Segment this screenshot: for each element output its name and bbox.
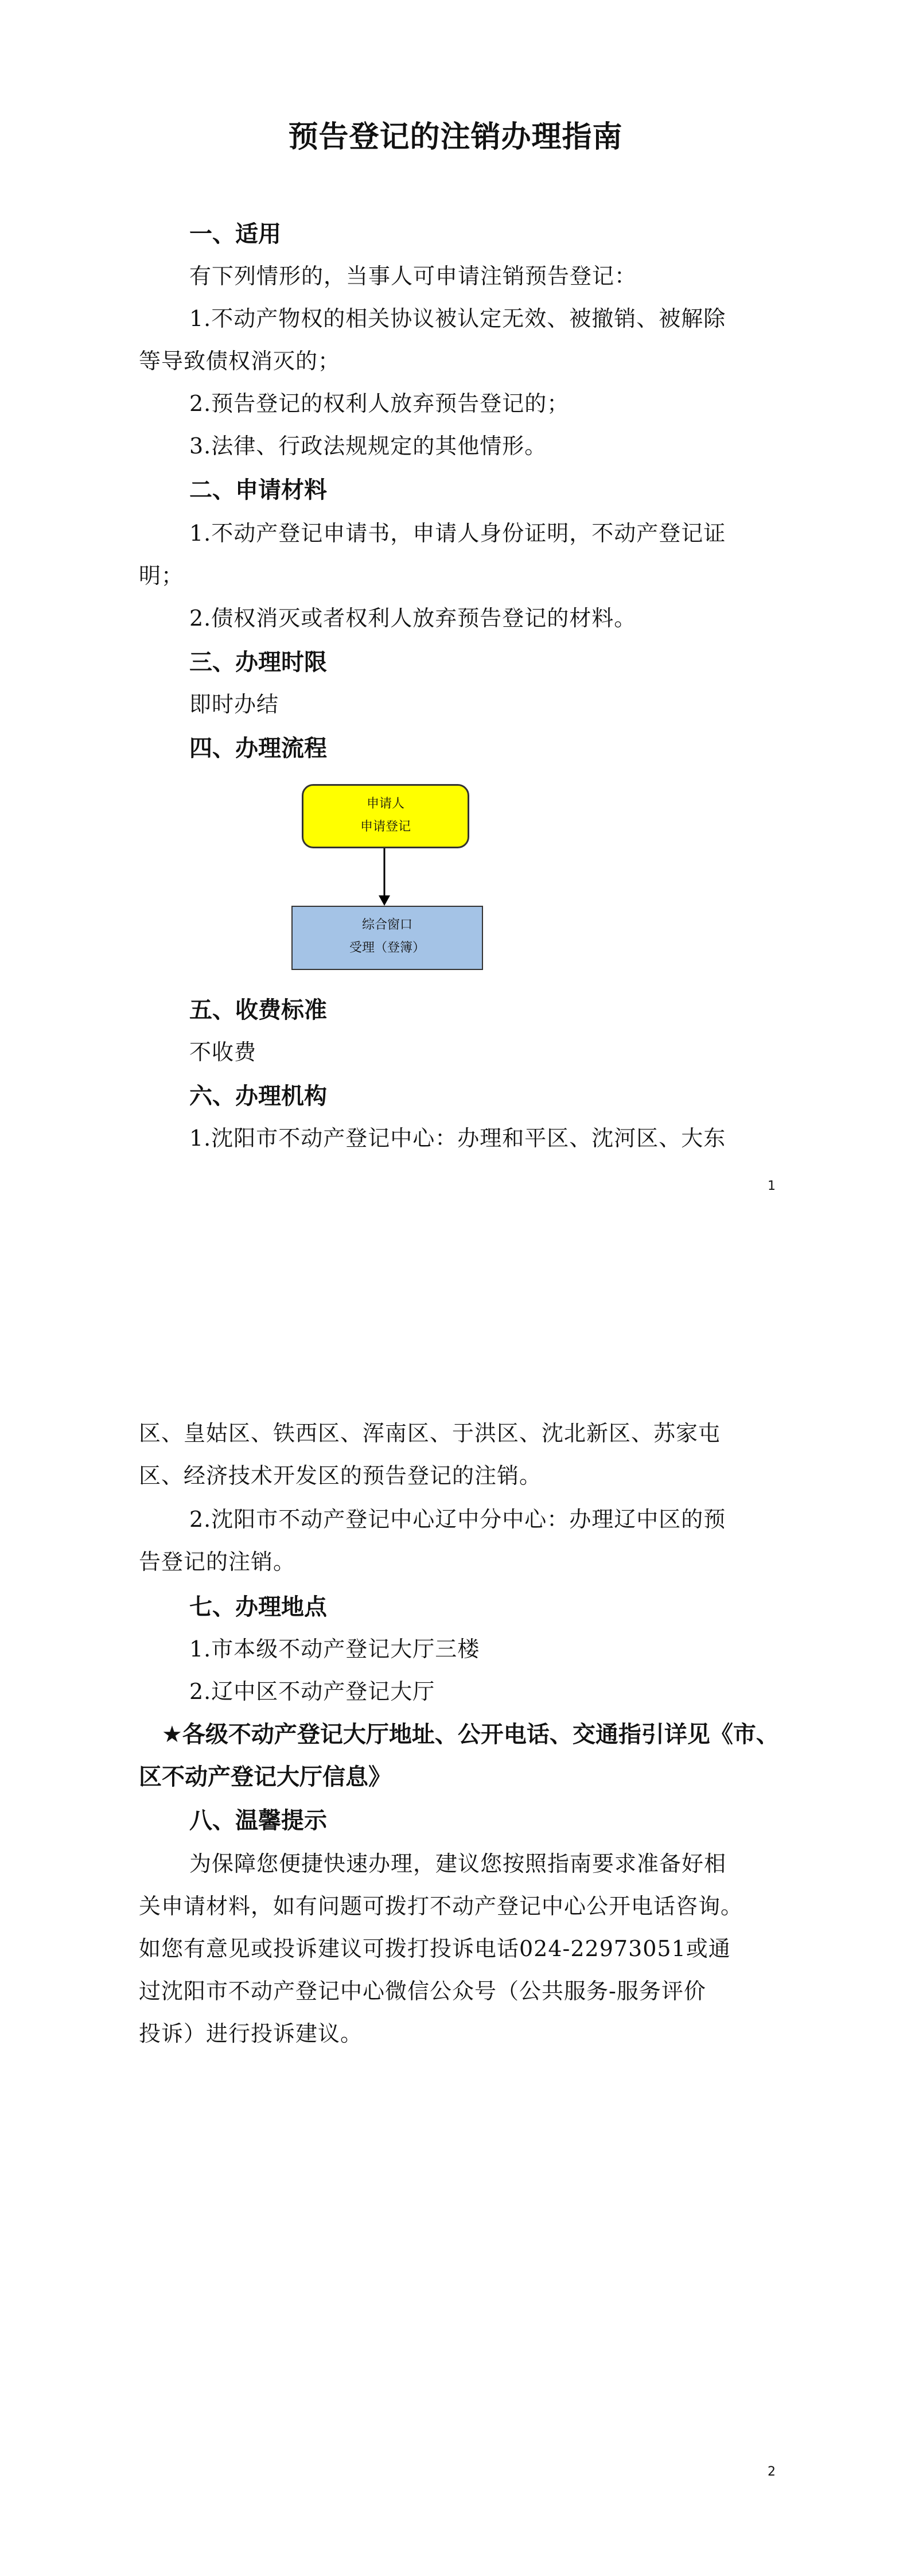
tips-line-3: 如您有意见或投诉建议可拨打投诉电话024-22973051或通: [139, 1936, 731, 1961]
agency-item-1-line-1: 1.沈阳市不动产登记中心：办理和平区、沈河区、大东: [189, 1126, 726, 1151]
tips-line-2: 关申请材料，如有问题可拨打不动产登记中心公开电话咨询。: [139, 1894, 743, 1919]
section-heading-location: 七、办理地点: [189, 1594, 327, 1620]
tips-line-1: 为保障您便捷快速办理，建议您按照指南要求准备好相: [189, 1851, 727, 1876]
flowchart-step-applicant-line-1: 申请人: [366, 797, 404, 811]
section-heading-process: 四、办理流程: [189, 735, 327, 762]
document-page-2: [0, 1288, 911, 2576]
flowchart-step-window-line-1: 综合窗口: [361, 918, 412, 932]
list-item-1-line-2: 等导致债权消灭的；: [139, 348, 341, 374]
section-heading-applicability: 一、适用: [189, 221, 281, 247]
location-item-2: 2.辽中区不动产登记大厅: [189, 1679, 435, 1704]
materials-item-1-line-1: 1.不动产登记申请书，申请人身份证明，不动产登记证: [189, 521, 726, 546]
page-number: 2: [768, 2465, 776, 2479]
agency-item-1-line-3: 区、经济技术开发区的预告登记的注销。: [139, 1463, 542, 1488]
flowchart-step-applicant: [302, 784, 469, 848]
section-heading-fees: 五、收费标准: [189, 997, 327, 1023]
location-note-line-1: ★各级不动产登记大厅地址、公开电话、交通指引详见《市、: [162, 1721, 779, 1748]
flowchart-step-window: [291, 906, 483, 970]
tips-line-4: 过沈阳市不动产登记中心微信公众号（公共服务-服务评价: [139, 1978, 706, 2004]
fees-text: 不收费: [189, 1039, 257, 1065]
time-limit-text: 即时办结: [189, 692, 279, 717]
location-note-line-2: 区不动产登记大厅信息》: [139, 1764, 391, 1790]
list-item-3: 3.法律、行政法规规定的其他情形。: [189, 433, 547, 459]
paragraph-intro: 有下列情形的，当事人可申请注销预告登记：: [189, 263, 637, 289]
page-number: 1: [768, 1179, 776, 1193]
section-heading-time-limit: 三、办理时限: [189, 649, 327, 676]
section-heading-tips: 八、温馨提示: [189, 1807, 327, 1834]
section-heading-agency: 六、办理机构: [189, 1083, 327, 1109]
flowchart-arrow-icon: [377, 848, 391, 907]
list-item-1-line-1: 1.不动产物权的相关协议被认定无效、被撤销、被解除: [189, 306, 726, 331]
agency-item-2-line-1: 2.沈阳市不动产登记中心辽中分中心：办理辽中区的预: [189, 1507, 726, 1532]
flowchart-step-window-line-2: 受理（登簿）: [349, 941, 425, 955]
location-item-1: 1.市本级不动产登记大厅三楼: [189, 1636, 480, 1662]
materials-item-2: 2.债权消灭或者权利人放弃预告登记的材料。: [189, 606, 637, 631]
tips-line-5: 投诉）进行投诉建议。: [139, 2021, 363, 2046]
document-title: 预告登记的注销办理指南: [288, 120, 623, 154]
section-heading-materials: 二、申请材料: [189, 477, 327, 503]
agency-item-2-line-2: 告登记的注销。: [139, 1549, 296, 1574]
list-item-2: 2.预告登记的权利人放弃预告登记的；: [189, 391, 570, 416]
materials-item-1-line-2: 明；: [139, 563, 184, 588]
flowchart-step-applicant-line-2: 申请登记: [360, 820, 411, 834]
agency-item-1-line-2: 区、皇姑区、铁西区、浑南区、于洪区、沈北新区、苏家屯: [139, 1421, 721, 1446]
